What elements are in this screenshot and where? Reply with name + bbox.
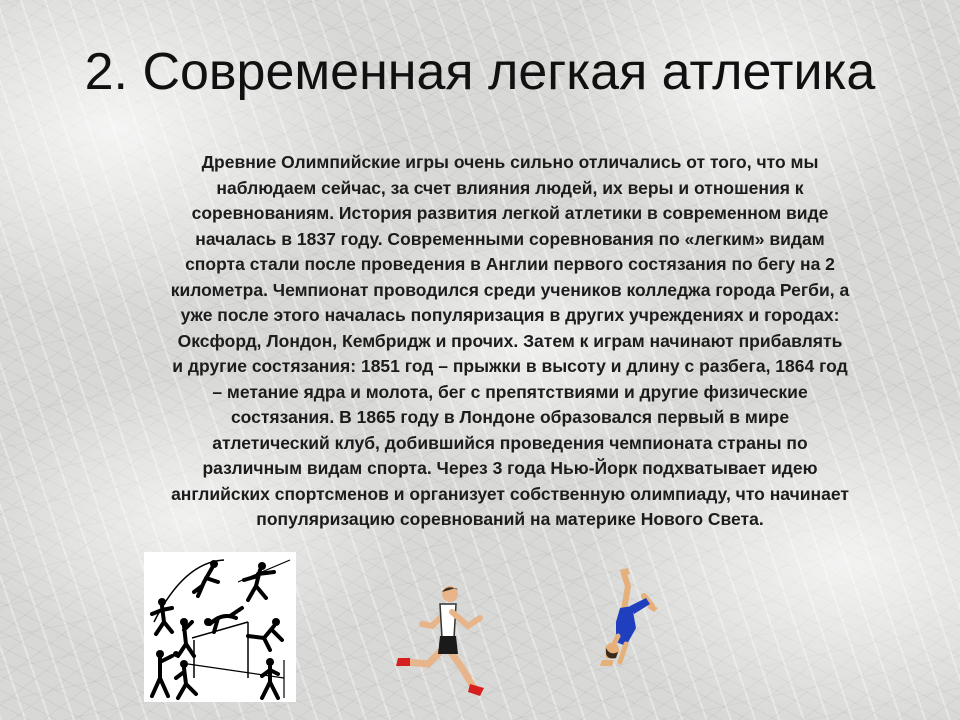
runner-icon xyxy=(388,584,504,700)
slide-body-text: Древние Олимпийские игры очень сильно отличались от того, что мы наблюдаем сейчас, за счет влияния людей, их веры и отношения к соревнованиям. История развития легкой атлетики в современном виде началась в 1837 году. Современными соревнования по «легким» видам спорта стали после проведения в Англии первого состязания по бегу на 2 километра. Чемпионат проводился среди учеников колледжа города Регби, а уже после этого началась популяризация в других учреждениях и городах: Оксфорд, Лондон, Кембридж и прочих. Затем к играм начинают прибавлять и другие состязания: 1851 год – прыжки в высоту и длину с разбега, 1864 год – метание ядра и молота, бег с препятствиями и другие физические состязания. В 1865 году в Лондоне образовался первый в мире атлетический клуб, добившийся проведения чемпионата страны по различным видам спорта. Через 3 года Нью-Йорк подхватывает идею английских спортсменов и организует собственную олимпиаду, что начинает популяризацию соревнований на материке Нового Света. xyxy=(170,152,850,529)
runner-svg xyxy=(388,584,504,700)
gymnast-icon xyxy=(572,566,658,670)
gymnast-svg xyxy=(572,566,658,670)
slide-title: 2. Современная легкая атлетика xyxy=(84,43,876,101)
athletics-silhouettes-svg xyxy=(144,552,296,702)
athletics-silhouettes-icon xyxy=(144,552,296,702)
